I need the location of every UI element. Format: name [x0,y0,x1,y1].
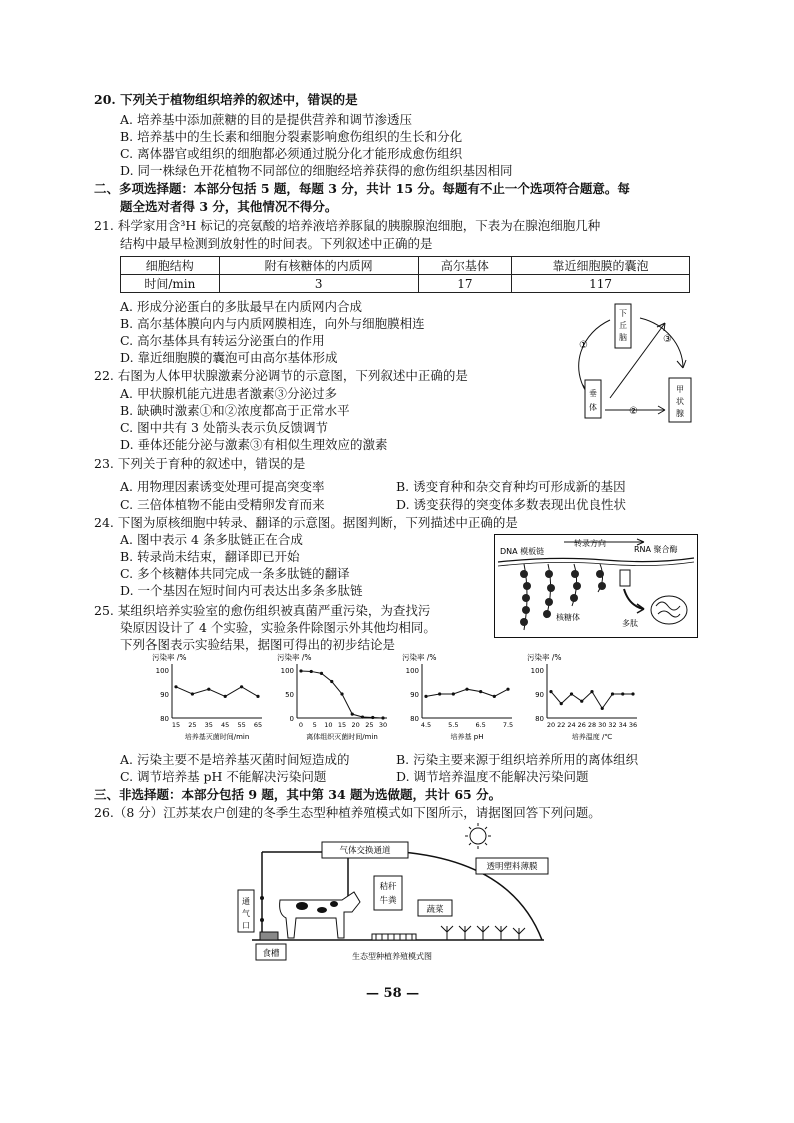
chart-x-tick-label: 35 [204,721,213,729]
chart-point [310,670,313,673]
chart-point [351,713,354,716]
page-number: — 58 — [366,986,420,1001]
chart-x-tick-label: 25 [188,721,197,729]
chart-x-tick-label: 7.5 [502,721,514,729]
section2-heading: 二、多项选择题：本部分包括 5 题，每题 3 分，共计 15 分。每题有不止一个选项符合题意。每 [94,181,630,196]
manure-label: 牛粪 [379,896,397,906]
chart-x-tick-label: 65 [253,721,263,729]
table-cell: 时间/min [121,275,220,293]
chart-y-tick-label: 90 [160,691,169,699]
q22-option-a: A. 甲状腺机能亢进患者激素③分泌过多 [120,386,337,401]
transcription-translation-diagram [494,534,698,638]
q22-option-b: B. 缺碘时激素①和②浓度都高于正常水平 [120,403,350,418]
contamination-charts [150,650,650,750]
chart-x-tick-label: 26 [577,721,586,729]
q20-option-b: B. 培养基中的生长素和细胞分裂素影响愈伤组织的生长和分化 [120,129,463,144]
thyroid-label-1: 甲 [676,385,684,394]
q21-option-b: B. 高尔基体膜向内与内质网膜相连，向外与细胞膜相连 [120,316,425,331]
chart-point [549,690,552,693]
chart-x-tick-label: 15 [337,721,347,729]
plastic-film-label: 透明塑料薄膜 [486,862,538,872]
chart-y-tick-label: 0 [289,715,294,723]
chart-x-label: 培养基 pH [450,733,484,741]
q24-option-a: A. 图中表示 4 条多肽链正在合成 [120,532,303,547]
chart-y-tick-label: 100 [155,667,169,675]
chart-x-tick-label: 55 [237,721,246,729]
chart-x-tick-label: 28 [587,721,597,729]
chart-point [371,716,374,719]
chart-x-tick-label: 5.5 [448,721,459,729]
q21-option-c: C. 高尔基体具有转运分泌蛋白的作用 [120,333,325,348]
chart-x-tick-label: 6.5 [475,721,486,729]
chart-x-tick-label: 4.5 [420,721,432,729]
chart-y-tick-label: 80 [410,715,419,723]
chart-point [570,692,573,695]
chart-x-tick-label: 20 [351,721,360,729]
hypothalamus-label-3: 脑 [619,333,627,342]
q24-stem: 24. 下图为原核细胞中转录、翻译的示意图。据图判断，下列描述中正确的是 [94,515,518,530]
q22-stem: 22. 右图为人体甲状腺激素分泌调节的示意图，下列叙述中正确的是 [94,368,468,383]
chart-point [224,695,227,698]
dna-template-label: DNA 模板链 [500,547,545,556]
chart-x-label: 培养基灭菌时间/min [184,733,250,741]
q24-option-c: C. 多个核糖体共同完成一条多肽链的翻译 [120,566,350,581]
q21-option-a: A. 形成分泌蛋白的多肽最早在内质网内合成 [120,299,362,314]
table-cell: 高尔基体 [418,257,511,275]
q25-stem-cont: 染原因设计了 4 个实验，实验条件除图示外其他均相同。 [120,620,436,635]
table-cell: 117 [512,275,690,293]
hormone-3-label: ③ [663,334,672,345]
greenhouse-diagram [232,822,552,970]
table-header-row [121,257,690,275]
chart-x-tick-label: 32 [608,721,617,729]
vegetable-label: 蔬菜 [426,905,444,915]
chart-series-line [551,692,633,709]
vegetable-icon [441,926,525,940]
chart-point [207,688,210,691]
chart-x-tick-label: 30 [378,721,388,729]
chart-point [240,685,243,688]
figure-caption: 生态型种植养殖模式图 [352,952,432,961]
chart-x-tick-label: 25 [365,721,374,729]
chart-y-tick-label: 100 [280,667,294,675]
chart-x-tick-label: 5 [312,721,317,729]
chart-point [631,692,634,695]
chart-x-tick-label: 24 [567,721,576,729]
chart-point [424,695,427,698]
section2-heading-cont: 题全选对者得 3 分，其他情况不得分。 [120,199,338,214]
q20-option-c: C. 离体器官或组织的细胞都必须通过脱分化才能形成愈伤组织 [120,146,463,161]
trough-label: 食槽 [262,949,280,959]
chart-y-tick-label: 50 [285,691,294,699]
q21-stem: 21. 科学家用含³H 标记的亮氨酸的培养液培养豚鼠的胰腺腺泡细胞，下表为在腺泡细胞几种 [94,218,601,233]
chart-y-tick-label: 100 [530,667,544,675]
q25-option-a: A. 污染主要不是培养基灭菌时间短造成的 [120,752,350,767]
chart-x-tick-label: 34 [618,721,627,729]
q24-option-b: B. 转录尚未结束，翻译即已开始 [120,549,300,564]
chart-point [590,690,593,693]
chart-y-tick-label: 80 [535,715,544,723]
vent-label-2: 气 [242,909,250,918]
table-cell: 3 [219,275,418,293]
chart-point [330,680,333,683]
q24-option-d: D. 一个基因在短时间内可表达出多条多肽链 [120,583,363,598]
chart-point [506,688,509,691]
pituitary-label-1: 垂 [589,389,597,398]
table-cell: 17 [418,275,511,293]
chart-y-label: 污染率 /% [527,653,562,662]
chart-point [191,692,194,695]
chart-point [381,716,384,719]
chart-y-label: 污染率 /% [277,653,312,662]
chart-y-label: 污染率 /% [402,653,437,662]
q23-option-d: D. 诱变获得的突变体多数表现出优良性状 [396,497,627,512]
chart-y-tick-label: 80 [160,715,169,723]
chart-series-line [176,687,258,697]
chart-x-label: 培养温度 /℃ [571,733,613,741]
table-cell: 附有核糖体的内质网 [219,257,418,275]
q22-option-d: D. 垂体还能分泌与激素③有相似生理效应的激素 [120,437,388,452]
q26-stem: 26.（8 分）江苏某农户创建的冬季生态型种植养殖模式如下图所示，请据图回答下列问题。 [94,805,601,820]
chart-x-tick-label: 30 [598,721,607,729]
chart-point [479,690,482,693]
chart-point [465,688,468,691]
thyroid-label-2: 状 [676,397,684,406]
table-row [121,275,690,293]
transcription-direction-label: 转录方向 [574,539,606,548]
chart-point [174,685,177,688]
chart-x-tick-label: 45 [221,721,230,729]
chart-x-tick-label: 20 [546,721,556,729]
q25-option-d: D. 调节培养温度不能解决污染问题 [396,769,589,784]
chart-point [493,695,496,698]
section3-heading: 三、非选择题：本部分包括 9 题，其中第 34 题为选做题，共计 65 分。 [94,787,502,802]
chart-x-tick-label: 15 [171,721,181,729]
chart-point [361,715,364,718]
q20-stem: 20. 下列关于植物组织培养的叙述中，错误的是 [94,92,358,107]
table-cell: 靠近细胞膜的囊泡 [512,257,690,275]
gas-exchange-label: 气体交换通道 [339,846,391,856]
q23-option-a: A. 用物理因素诱变处理可提高突变率 [120,479,325,494]
chart-point [340,692,343,695]
chart-x-tick-label: 22 [557,721,566,729]
q25-stem: 25. 某组织培养实验室的愈伤组织被真菌严重污染，为查找污 [94,603,431,618]
hormone-regulation-diagram [565,298,705,428]
q23-stem: 23. 下列关于育种的叙述中，错误的是 [94,456,306,471]
straw-label: 秸秆 [379,882,397,892]
hypothalamus-label-1: 下 [619,309,627,318]
chart-x-tick-label: 36 [628,721,638,729]
hypothalamus-label-2: 丘 [619,321,627,330]
q22-option-c: C. 图中共有 3 处箭头表示负反馈调节 [120,420,328,435]
thyroid-label-3: 腺 [676,409,684,418]
q20-option-a: A. 培养基中添加蔗糖的目的是提供营养和调节渗透压 [120,112,412,127]
q25-stem-cont-2: 下列各图表示实验结果，据图可得出的初步结论是 [120,637,396,652]
hormone-2-label: ② [629,406,638,417]
q21-table [120,256,690,293]
chart-point [621,692,624,695]
vent-label-1: 通 [242,897,250,906]
chart-point [452,692,455,695]
chart-y-label: 污染率 /% [152,653,187,662]
q23-option-c: C. 三倍体植物不能由受精卵发育而来 [120,497,325,512]
vent-label-3: 口 [242,921,250,930]
chart-x-tick-label: 10 [324,721,333,729]
q21-stem-cont: 结构中最早检测到放射性的时间表。下列叙述中正确的是 [120,236,433,251]
polypeptide-label: 多肽 [622,619,638,628]
q25-option-c: C. 调节培养基 pH 不能解决污染问题 [120,769,327,784]
chart-point [601,707,604,710]
chart-y-tick-label: 100 [405,667,419,675]
hormone-1-label: ① [579,340,588,351]
chart-point [580,700,583,703]
chart-y-tick-label: 90 [535,691,544,699]
chart-x-label: 离体组织灭菌时间/min [306,733,378,741]
chart-x-tick-label: 0 [298,721,304,729]
chart-point [560,702,563,705]
pituitary-label-2: 体 [589,403,597,412]
q25-option-b: B. 污染主要来源于组织培养所用的离体组织 [396,752,639,767]
q20-option-d: D. 同一株绿色开花植物不同部位的细胞经培养获得的愈伤组织基因相同 [120,163,513,178]
chart-point [320,672,323,675]
chart-point [611,692,614,695]
rna-polymerase-label: RNA 聚合酶 [634,545,678,554]
q21-option-d: D. 靠近细胞膜的囊泡可由高尔基体形成 [120,350,338,365]
ribosome-label: 核糖体 [556,613,580,622]
table-cell: 细胞结构 [121,257,220,275]
chart-point [256,695,259,698]
chart-y-tick-label: 90 [410,691,419,699]
q23-option-b: B. 诱变育种和杂交育种均可形成新的基因 [396,479,626,494]
chart-point [438,692,441,695]
cow-icon [280,892,360,938]
chart-point [299,669,302,672]
